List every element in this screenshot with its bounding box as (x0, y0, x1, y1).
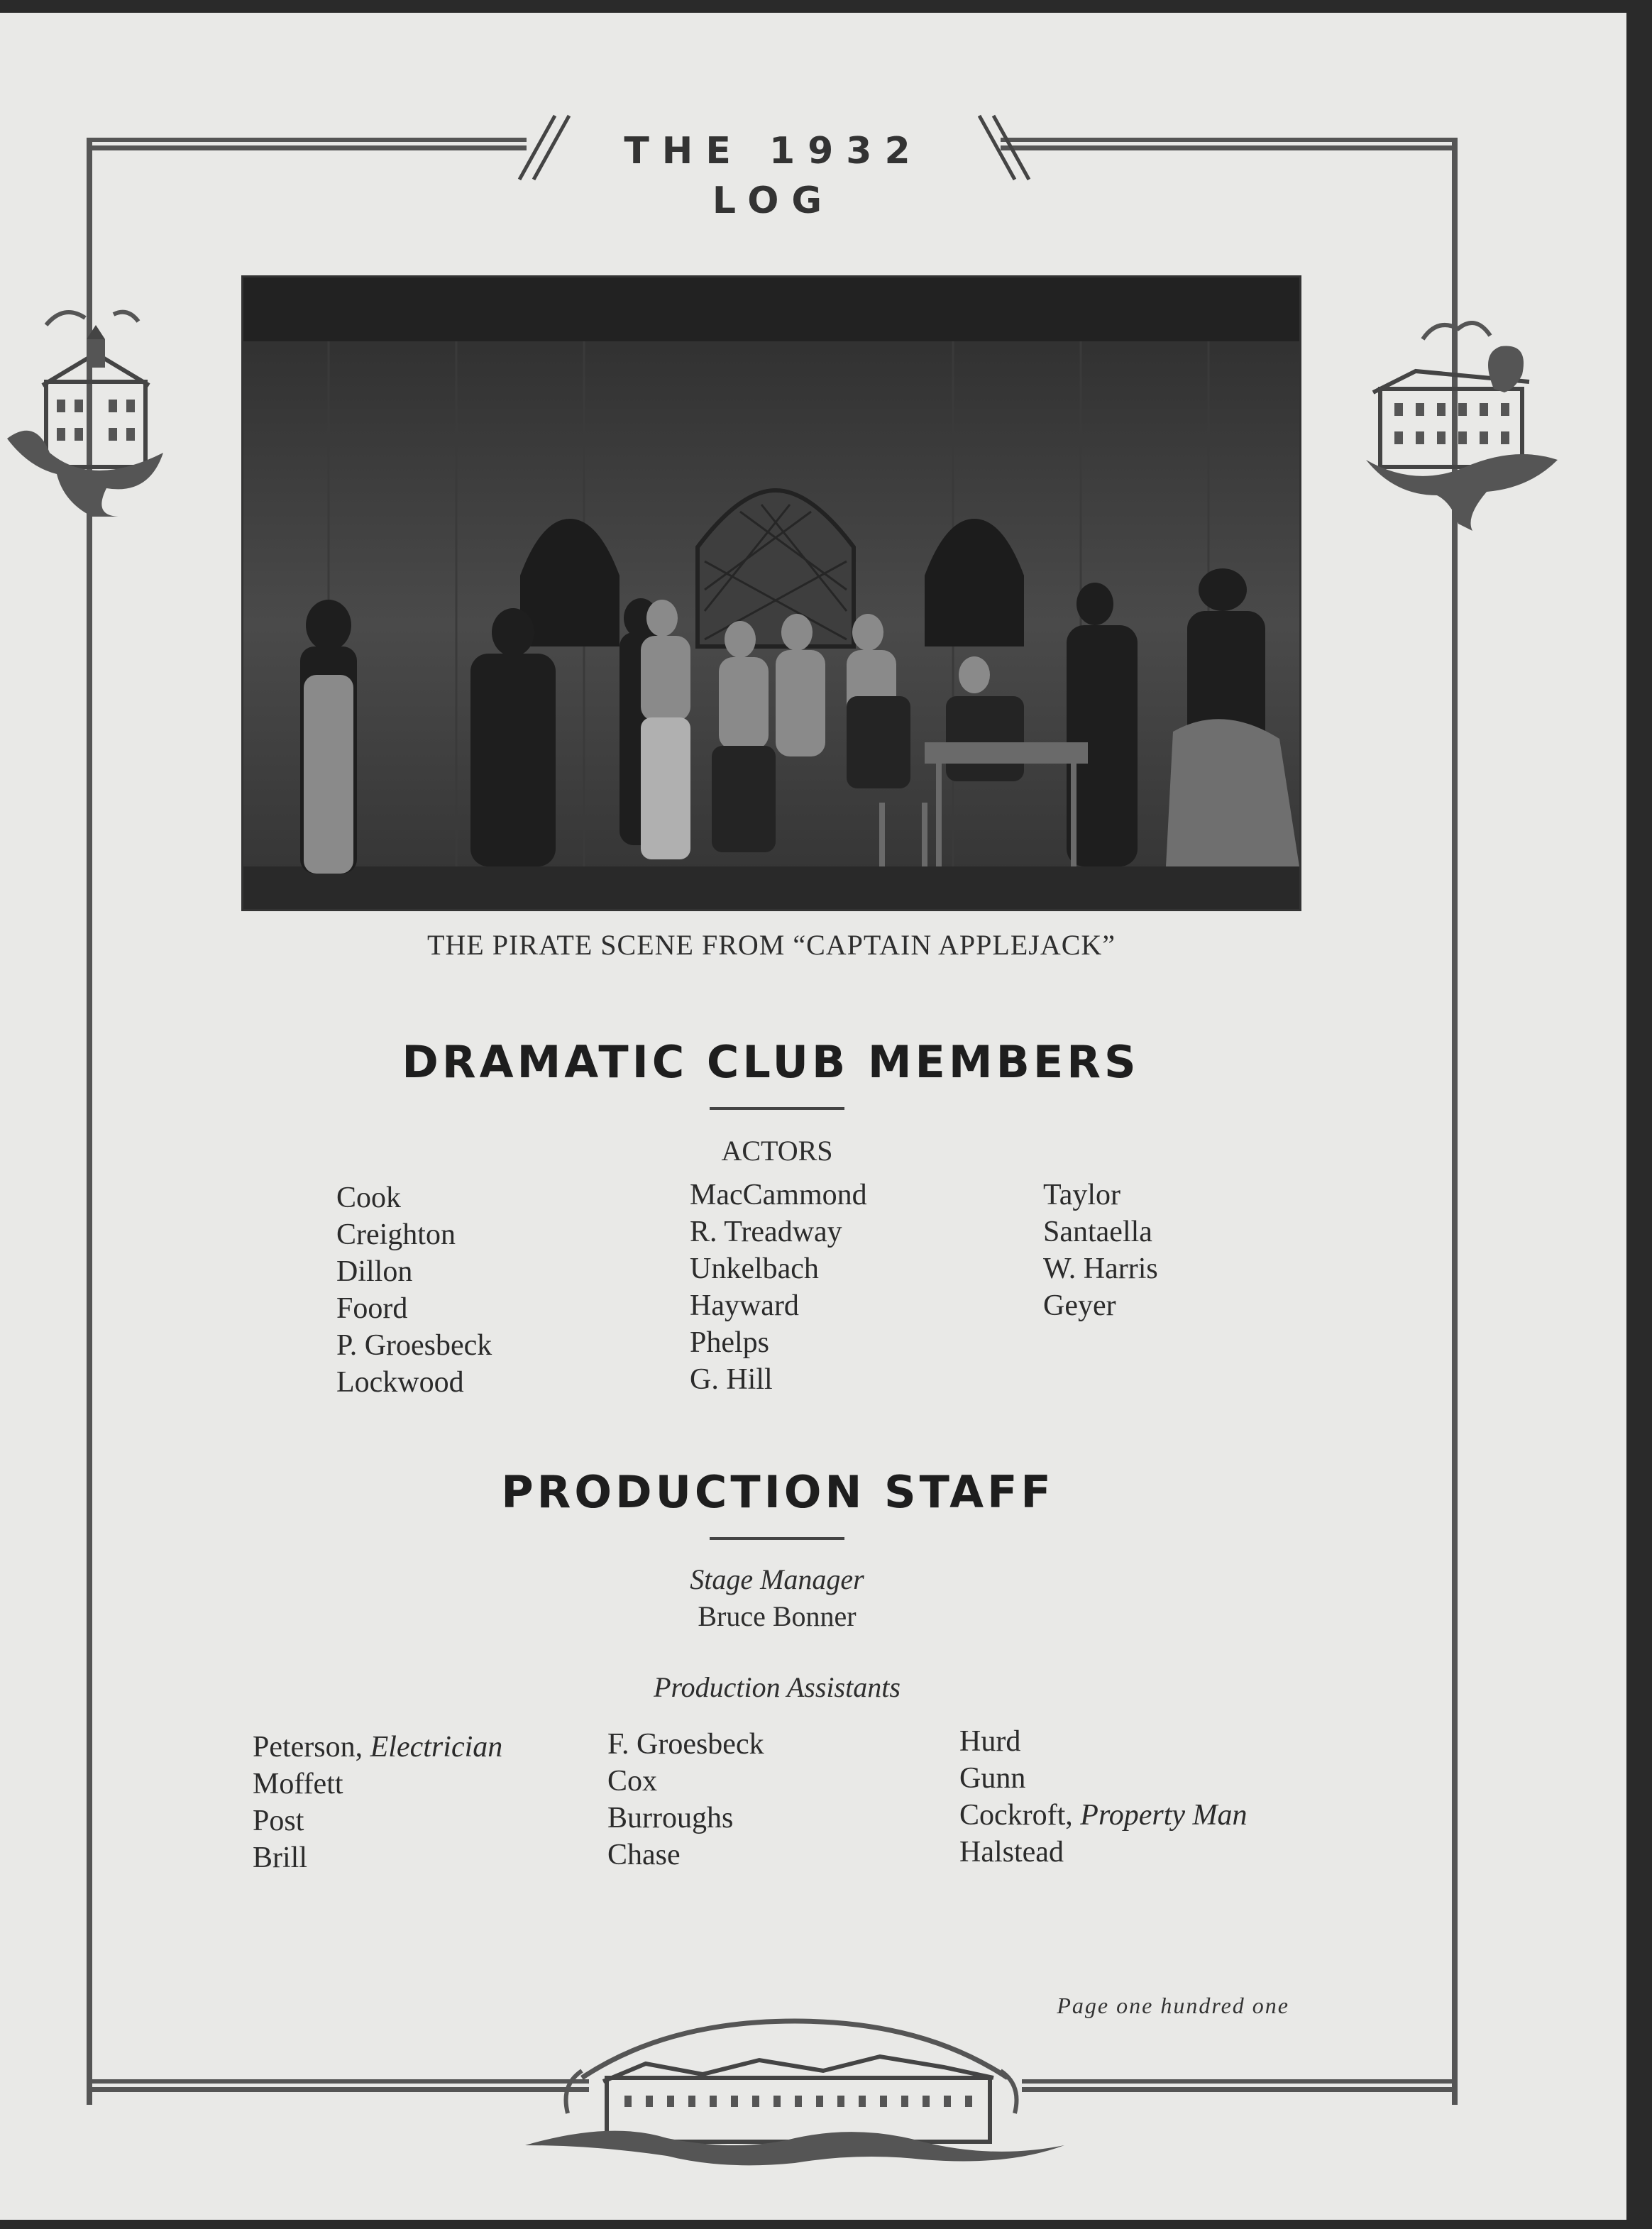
assistants-column-3 (959, 1723, 1248, 1871)
actors-column-3 (1043, 1177, 1158, 1324)
assistant-entry: Post (253, 1805, 304, 1837)
actors-label: ACTORS (721, 1135, 833, 1167)
actor-name: MacCammond (690, 1179, 867, 1211)
actor-name: R. Treadway (690, 1216, 842, 1248)
section-divider (710, 1537, 844, 1540)
actor-name: Foord (336, 1292, 408, 1325)
assistant-entry: Moffett (253, 1768, 343, 1800)
actor-name: Phelps (690, 1326, 770, 1359)
assistants-column-2 (607, 1726, 764, 1873)
building-emblem-left (7, 290, 177, 524)
campus-emblem-bottom (525, 2007, 1064, 2170)
photo-caption: THE PIRATE SCENE FROM “CAPTAIN APPLEJACK” (426, 929, 1116, 961)
actor-name: P. Groesbeck (336, 1329, 492, 1362)
actor-name: Dillon (336, 1255, 413, 1288)
actor-name: Santaella (1043, 1216, 1152, 1248)
dramatic-club-title: DRAMATIC CLUB MEMBERS (402, 1036, 1140, 1088)
actor-name: W. Harris (1043, 1253, 1158, 1285)
border-bottom-right (1022, 2079, 1458, 2092)
actor-name: Geyer (1043, 1289, 1116, 1322)
page-number-label: Page one hundred one (1057, 1993, 1289, 2018)
yearbook-page (0, 13, 1626, 2220)
border-bottom-left (92, 2079, 589, 2092)
actor-name: Hayward (690, 1289, 799, 1322)
assistant-entry: Burroughs (607, 1802, 734, 1834)
section-divider (710, 1107, 844, 1110)
pirate-scene-photo (241, 275, 1301, 911)
assistant-entry: F. Groesbeck (607, 1728, 764, 1761)
assistant-entry: Hurd (959, 1725, 1021, 1758)
stage-manager-label: Stage Manager (690, 1563, 864, 1595)
actor-name: Unkelbach (690, 1253, 819, 1285)
header-slash-left (512, 112, 576, 183)
page-header-title: THE 1932 LOG (624, 130, 923, 222)
assistant-entry: Brill (253, 1842, 308, 1874)
actors-column-2 (690, 1177, 867, 1398)
actor-name: Lockwood (336, 1366, 464, 1399)
actors-column-1 (336, 1179, 492, 1401)
production-staff-title: PRODUCTION STAFF (501, 1466, 1054, 1518)
border-top-left (87, 138, 527, 150)
header-slash-right (972, 112, 1036, 183)
production-assistants-label: Production Assistants (654, 1671, 901, 1703)
actor-name: Creighton (336, 1218, 456, 1251)
assistant-entry: Peterson, Electrician (253, 1731, 503, 1763)
actor-name: Cook (336, 1182, 402, 1214)
assistant-entry: Gunn (959, 1762, 1026, 1795)
actor-name: Taylor (1043, 1179, 1121, 1211)
assistant-entry: Cox (607, 1765, 658, 1798)
assistant-entry: Cockroft, Property Man (959, 1799, 1248, 1832)
stage-manager-name: Bruce Bonner (698, 1600, 857, 1632)
assistants-column-1 (253, 1729, 502, 1876)
border-top-right (1001, 138, 1458, 150)
assistant-entry: Chase (607, 1839, 681, 1871)
assistant-entry: Halstead (959, 1836, 1064, 1868)
actor-name: G. Hill (690, 1363, 773, 1396)
building-emblem-right (1359, 304, 1565, 538)
